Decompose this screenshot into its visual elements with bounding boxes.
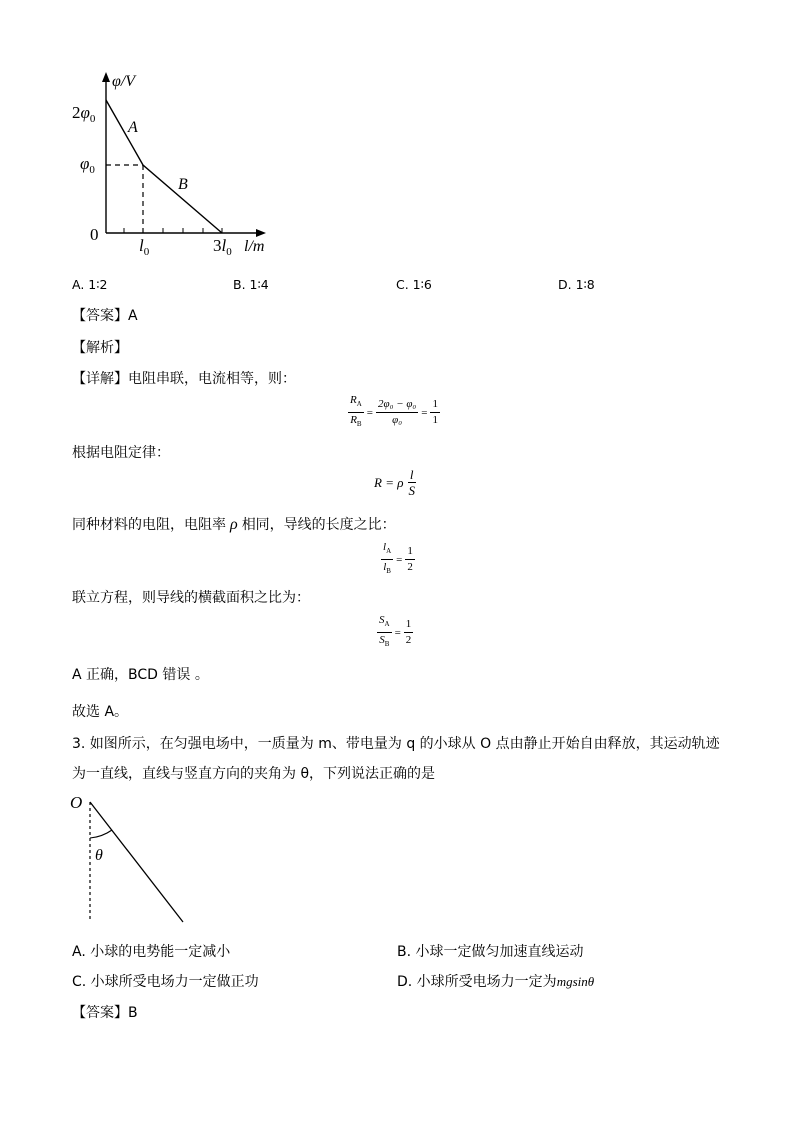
analysis-heading: 【解析】 [72, 340, 128, 356]
x-tick-l0: $l_0$ [139, 236, 150, 258]
formula-area-ratio: $\frac{S_A}{S_B}$ = $\frac{1}{2}$ [379, 614, 412, 649]
segment-label-b: B [178, 176, 188, 193]
option3-d: D. 小球所受电场力一定为mgsinθ [397, 974, 595, 990]
detail-line: 【详解】电阻串联，电流相等，则： [72, 371, 296, 387]
segment-label-a: A [128, 119, 138, 136]
x-axis-label: l/m [244, 238, 265, 255]
x-axis-arrow [256, 229, 266, 237]
option-c: C. 1∶6 [396, 277, 432, 292]
point-o-label: O [70, 793, 83, 812]
option3-b: B. 小球一定做匀加速直线运动 [397, 944, 584, 960]
y-tick-phi0: $\varphi_0$ [80, 154, 95, 176]
choose-line: 故选 A。 [72, 704, 129, 720]
law-line: 根据电阻定律： [72, 445, 170, 461]
question3-line2: 为一直线，直线与竖直方向的夹角为 θ，下列说法正确的是 [72, 766, 436, 782]
origin-label: 0 [90, 225, 99, 244]
combine-line: 联立方程，则导线的横截面积之比为： [72, 590, 310, 606]
potential-length-graph [60, 68, 290, 268]
trajectory-diagram [65, 792, 195, 927]
option3-a: A. 小球的电势能一定减小 [72, 944, 231, 960]
formula-length-ratio: $\frac{l_A}{l_B}$ = $\frac{1}{2}$ [383, 541, 413, 576]
conclusion-line: A 正确，BCD 错误 。 [72, 667, 209, 683]
formula-resistance-law: R = ρ $\frac{l}{S}$ [374, 467, 415, 498]
theta-label: θ [95, 847, 103, 864]
y-axis-label: φ/V [112, 73, 136, 90]
question3-line1: 3. 如图所示，在匀强电场中，一质量为 m、带电量为 q 的小球从 O 点由静止开始自由释放，其运动轨迹 [72, 736, 720, 752]
angle-arc [90, 830, 112, 838]
answer3-line: 【答案】B [72, 1005, 138, 1021]
formula-resistance-ratio: $\frac{R_A}{R_B}$ = $\frac{\text{2φ₀ − φ₀}}{\text{φ₀}}$ = $\frac{1}{1}$ [350, 394, 438, 429]
option-a: A. 1∶2 [72, 277, 108, 292]
option-d: D. 1∶8 [558, 277, 595, 292]
option-b: B. 1∶4 [233, 277, 269, 292]
y-tick-2phi0: $2\varphi_0$ [72, 103, 96, 125]
y-axis-arrow [102, 72, 110, 82]
material-line: 同种材料的电阻，电阻率 ρ 相同，导线的长度之比： [72, 516, 396, 533]
option3-c: C. 小球所受电场力一定做正功 [72, 974, 259, 990]
answer-line: 【答案】A [72, 308, 138, 324]
potential-line [106, 100, 222, 233]
x-tick-3l0: $3l_0$ [213, 236, 232, 258]
trajectory-line [90, 802, 183, 922]
